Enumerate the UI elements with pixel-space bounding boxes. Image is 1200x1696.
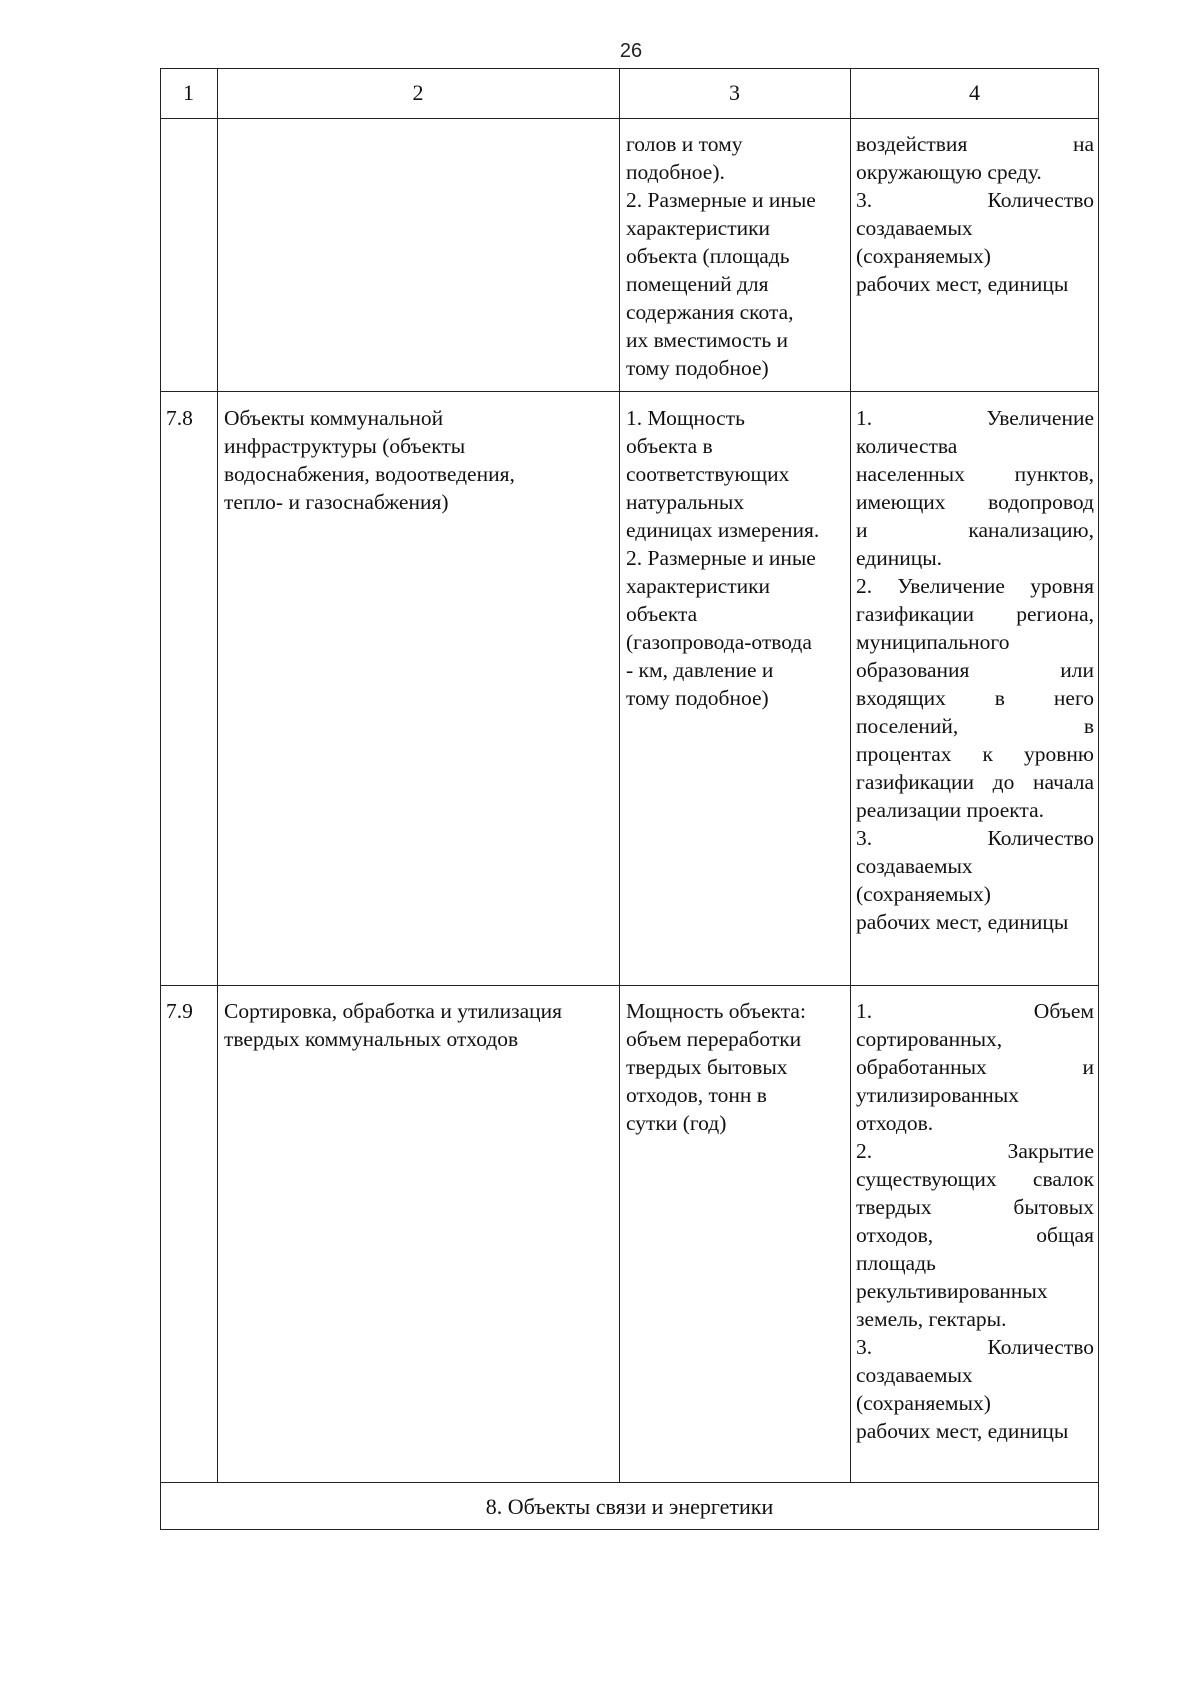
text-line: объекта (площадь (626, 244, 790, 268)
row-7-9-capacity (626, 997, 848, 1137)
text-line: их вместимость и (626, 328, 789, 352)
column-divider (619, 68, 620, 1482)
text-line: поселений, в (856, 714, 1094, 738)
header-col-1: 1 (183, 80, 194, 105)
text-line: воздействия на (856, 132, 1094, 156)
text-line: 3. Количество (856, 1335, 1094, 1359)
row-number: 7.9 (166, 999, 193, 1023)
row-7-8-capacity (626, 404, 848, 712)
text-line: твердых бытовых (856, 1195, 1094, 1219)
text-line: 1. Мощность (626, 406, 745, 430)
text-line: 2. Увеличение уровня (856, 574, 1094, 598)
row-7-9-name (224, 997, 617, 1053)
text-line: отходов, общая (856, 1223, 1094, 1247)
text-line: тепло- и газоснабжения) (224, 490, 449, 514)
text-line: (сохраняемых) (856, 244, 991, 268)
continuation-col3 (626, 130, 846, 382)
text-line: газификации до начала (856, 770, 1094, 794)
text-line: (газопровода-отвода (626, 630, 812, 654)
text-line: единицы. (856, 546, 943, 570)
row-divider (160, 985, 1099, 986)
text-line: - км, давление и (626, 658, 774, 682)
text-line: тому подобное) (626, 356, 769, 380)
text-line: 3. Количество (856, 826, 1094, 850)
text-line: объекта (626, 602, 698, 626)
text-line: характеристики (626, 574, 771, 598)
text-line: 1. Увеличение (856, 406, 1094, 430)
text-line: рабочих мест, единицы (856, 272, 1069, 296)
text-line: сортированных, (856, 1027, 1003, 1051)
text-line: голов и тому (626, 132, 743, 156)
text-line: сутки (год) (626, 1111, 727, 1135)
text-line: Сортировка, обработка и утилизация (224, 999, 563, 1023)
text-line: Объекты коммунальной (224, 406, 444, 430)
text-line: (сохраняемых) (856, 882, 991, 906)
header-col-2: 2 (412, 80, 424, 105)
text-line: количества (856, 434, 958, 458)
text-line: газификации региона, (856, 602, 1094, 626)
text-line: отходов, тонн в (626, 1083, 767, 1107)
text-line: (сохраняемых) (856, 1391, 991, 1415)
text-line: отходов. (856, 1111, 934, 1135)
text-line: входящих в него (856, 686, 1094, 710)
text-line: земель, гектары. (856, 1307, 1007, 1331)
continuation-col4 (856, 130, 1094, 298)
text-line: создаваемых (856, 216, 973, 240)
text-line: тому подобное) (626, 686, 769, 710)
text-line: натуральных (626, 490, 745, 514)
text-line: водоснабжения, водоотведения, (224, 462, 515, 486)
text-line: окружающую среду. (856, 160, 1042, 184)
header-col-4: 4 (969, 80, 980, 105)
column-divider (850, 68, 851, 1482)
column-divider (217, 68, 218, 1482)
text-line: объем переработки (626, 1027, 802, 1051)
text-line: подобное). (626, 160, 725, 184)
text-line: утилизированных (856, 1083, 1020, 1107)
text-line: содержания скота, (626, 300, 794, 324)
text-line: Мощность объекта: (626, 999, 806, 1023)
text-line: твердых бытовых (626, 1055, 788, 1079)
text-line: рекультивированных (856, 1279, 1048, 1303)
text-line: рабочих мест, единицы (856, 910, 1069, 934)
text-line: помещений для (626, 272, 769, 296)
text-line: образования или (856, 658, 1094, 682)
text-line: 2. Размерные и иные (626, 546, 816, 570)
row-number: 7.8 (166, 406, 193, 430)
text-line: характеристики (626, 216, 771, 240)
row-7-9-results (856, 997, 1094, 1445)
row-divider (160, 391, 1099, 392)
text-line: объекта в (626, 434, 713, 458)
text-line: обработанных и (856, 1055, 1094, 1079)
text-line: 2. Размерные и иные (626, 188, 816, 212)
text-line: инфраструктуры (объекты (224, 434, 466, 458)
text-line: площадь (856, 1251, 936, 1275)
text-line: создаваемых (856, 854, 973, 878)
text-line: рабочих мест, единицы (856, 1419, 1069, 1443)
text-line: существующих свалок (856, 1167, 1094, 1191)
text-line: создаваемых (856, 1363, 973, 1387)
text-line: твердых коммунальных отходов (224, 1027, 519, 1051)
header-col-3: 3 (729, 80, 740, 105)
text-line: имеющих водопровод (856, 490, 1094, 514)
text-line: реализации проекта. (856, 798, 1044, 822)
row-7-8-results (856, 404, 1094, 936)
text-line: и канализацию, (856, 518, 1094, 542)
text-line: соответствующих (626, 462, 790, 486)
page-number: 26 (619, 40, 643, 62)
text-line: единицах измерения. (626, 518, 820, 542)
section-title: 8. Объекты связи и энергетики (485, 1494, 774, 1519)
text-line: процентах к уровню (856, 742, 1094, 766)
text-line: 3. Количество (856, 188, 1094, 212)
text-line: населенных пунктов, (856, 462, 1094, 486)
row-7-8-name (224, 404, 614, 516)
text-line: 1. Объем (856, 999, 1094, 1023)
text-line: 2. Закрытие (856, 1139, 1094, 1163)
text-line: муниципального (856, 630, 1010, 654)
header-divider (160, 118, 1099, 119)
row-divider (160, 1482, 1099, 1483)
